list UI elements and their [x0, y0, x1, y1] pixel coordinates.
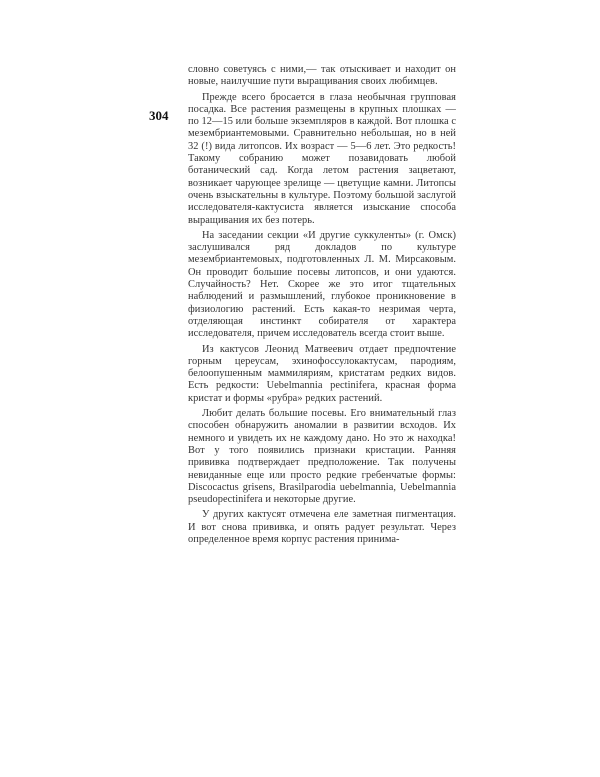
- paragraph-5: Любит делать большие посевы. Его внимательный глаз способен обнаружить аномалии в развитии всходов. Их немного и увидеть их не каждому дано. Но это ж находка! Вот у того появились признаки кристации. Ранняя прививка подтверждает предположение. Так получены невиданные еще или просто редкие гребенчатые формы: Discocactus grisens, Brasilparodia uebelmannia, Uebelmannia pseudopectinifera и некоторые другие.: [188, 408, 456, 506]
- paragraph-4: Из кактусов Леонид Матвеевич отдает предпочтение горным цереусам, эхинофоссулокактусам, пародиям, белоопушенным маммиляриям, кристатам редких видов. Есть редкости: Uebelmannia pectinifera, красная форма кристат и формы «рубра» редких растений.: [188, 343, 456, 404]
- paragraph-2: Прежде всего бросается в глаза необычная групповая посадка. Все растения размещены в крупных плошках — по 12—15 или больше экземпляров в каждой. Вот плошка с мезембриантемовыми. Сравнительно небольшая, но в ней 32 (!) вида литопсов. Их возраст — 5—6 лет. Это редкость! Такому собранию может позавидовать любой ботанический сад. Когда летом растения зацветают, возникает чарующее зрелище — цветущие камни. Литопсы очень взыскательны в культуре. Поэтому большой заслугой исследователя-кактусиста является изыскание способа выращивания их без потерь.: [188, 91, 456, 226]
- paragraph-3: На заседании секции «И другие суккуленты» (г. Омск) заслушивался ряд докладов по культуре мезембриантемовых, подготовленных Л. М. Мирсаковым. Он проводит большие посевы литопсов, и они удаются. Случайность? Нет. Скорее же это итог тщательных наблюдений и размышлений, глубокое проникновение в физиологию растений. Есть какая-то незримая черта, отделяющая инстинкт собирателя от характера исследователя, причем исследователь всегда стоит выше.: [188, 229, 456, 340]
- page-number: 304: [149, 108, 169, 123]
- paragraph-1: словно советуясь с ними,— так отыскивает и находит он новые, наилучшие пути выращивания своих любимцев.: [188, 64, 456, 88]
- text-column: [188, 64, 456, 549]
- paragraph-6: У других кактусят отмечена еле заметная пигментация. И вот снова прививка, и опять радует результат. Через определенное время корпус растения принима-: [188, 509, 456, 545]
